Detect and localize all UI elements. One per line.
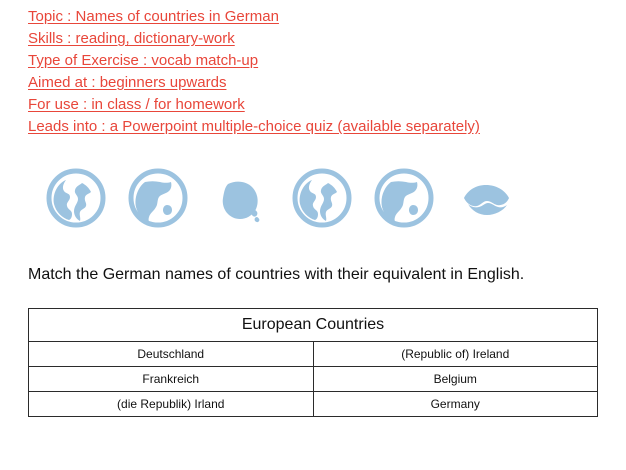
table-row <box>29 392 598 417</box>
metadata-line-leads-into: Leads into : a Powerpoint multiple-choice quiz (available separately) <box>28 118 480 135</box>
cell-english: Germany <box>313 392 598 417</box>
match-table <box>28 308 598 417</box>
cell-german: (die Republik) Irland <box>29 392 314 417</box>
globe-africa-icon <box>126 166 190 230</box>
metadata-line-for-use: For use : in class / for homework <box>28 96 245 113</box>
globe-oceania-icon <box>208 166 272 230</box>
table-row <box>29 342 598 367</box>
metadata-line-aimed-at: Aimed at : beginners upwards <box>28 74 227 91</box>
instructions-text: Match the German names of countries with their equivalent in English. <box>28 266 525 283</box>
antarctica-icon <box>454 166 518 230</box>
cell-english: (Republic of) Ireland <box>313 342 598 367</box>
cell-german: Deutschland <box>29 342 314 367</box>
globe-africa-icon <box>372 166 436 230</box>
cell-german: Frankreich <box>29 367 314 392</box>
globe-americas-icon <box>44 166 108 230</box>
table-header-title: European Countries <box>29 309 598 342</box>
cell-english: Belgium <box>313 367 598 392</box>
table-row <box>29 367 598 392</box>
globe-americas-icon <box>290 166 354 230</box>
metadata-list <box>28 0 598 137</box>
match-table-wrapper <box>28 308 598 417</box>
metadata-line-skills: Skills : reading, dictionary-work <box>28 30 235 47</box>
table-header-row <box>29 309 598 342</box>
globe-illustration-row <box>28 159 598 237</box>
metadata-line-topic: Topic : Names of countries in German <box>28 8 279 25</box>
metadata-line-type: Type of Exercise : vocab match-up <box>28 52 259 69</box>
